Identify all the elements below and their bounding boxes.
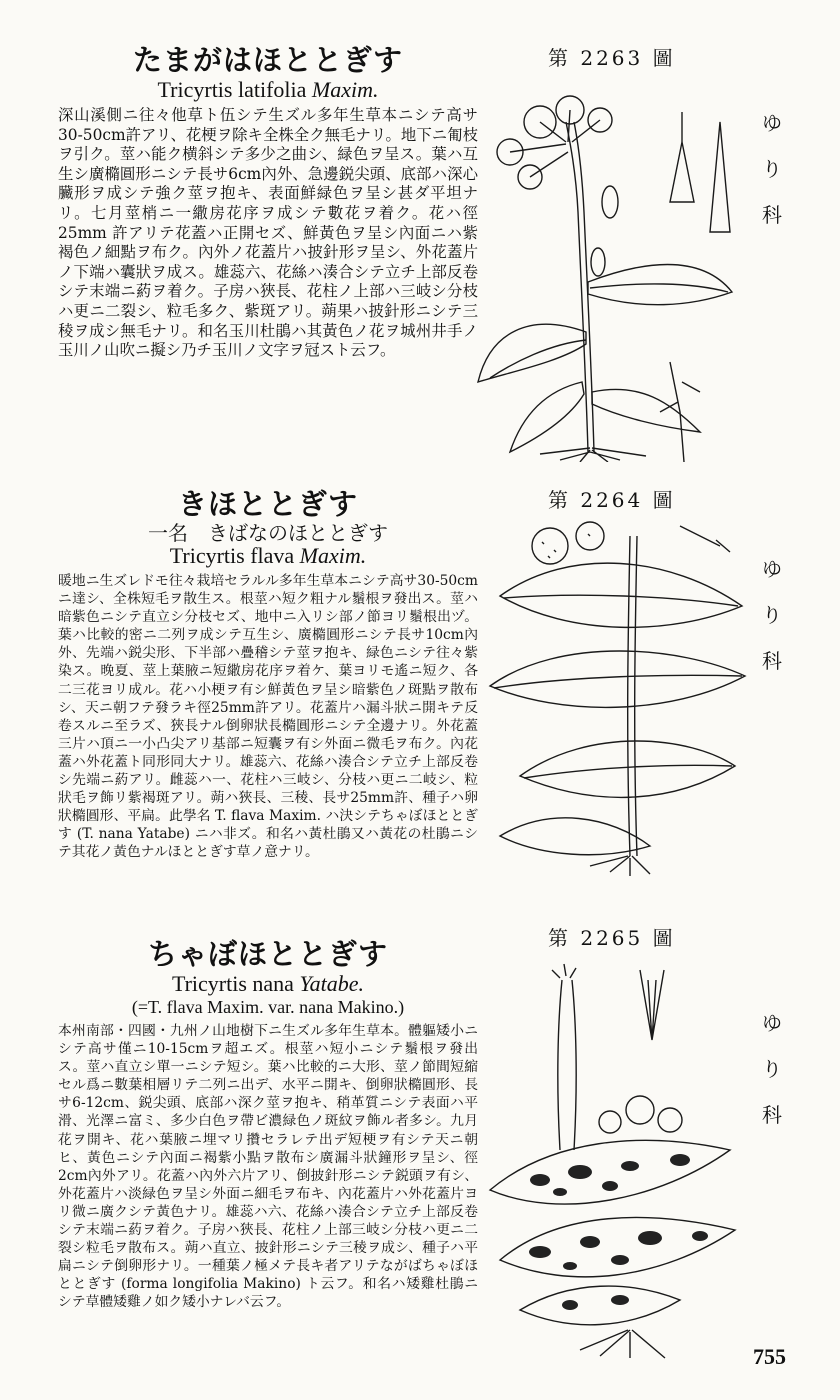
family-char: ゆ	[762, 1011, 782, 1035]
entry-text-column	[58, 936, 478, 1312]
botanical-illustration-tricyrtis-nana	[480, 960, 750, 1360]
latin-author: Maxim.	[299, 543, 367, 568]
alternative-name: 一名 きばなのほととぎす	[148, 521, 388, 545]
scientific-name	[58, 78, 478, 102]
entry-2263	[0, 0, 840, 480]
latin-binomial: Tricyrtis flava	[169, 543, 295, 568]
page-number: 755	[753, 1344, 786, 1369]
family-label	[760, 546, 784, 684]
entry-text-column	[58, 486, 478, 862]
latin-binomial: Tricyrtis latifolia	[157, 77, 307, 102]
family-char: ゆ	[762, 111, 782, 135]
figure-number-label: 第 2264 圖	[548, 488, 676, 512]
figure-number-label: 第 2263 圖	[548, 46, 676, 70]
japanese-name-heading: たまがはほととぎす	[132, 43, 403, 77]
scientific-name	[58, 544, 478, 568]
family-char: ゆ	[762, 557, 782, 581]
entry-2264	[0, 480, 840, 920]
synonym: (=T. flava Maxim. var. nana Makino.)	[131, 997, 405, 1017]
latin-binomial: Tricyrtis nana	[171, 971, 294, 996]
botanical-illustration-tricyrtis-flava	[480, 516, 750, 876]
scientific-name	[58, 972, 478, 996]
latin-author: Yatabe.	[299, 971, 365, 996]
figure-number-label: 第 2265 圖	[548, 926, 676, 950]
family-char: り	[762, 603, 782, 627]
species-description: 暖地ニ生ズレドモ往々栽培セラルル多年生草本ニシテ高サ30-50cmニ達シ、全株短毛ヲ散生ス。根莖ハ短ク粗ナル鬚根ヲ發出ス。莖ハ暗紫色ニシテ直立シ分枝セズ、地中ニ入リシ部ノ節ヨリ鬚根出ヅ。葉ハ比較的密ニ二列ヲ成シテ互生シ、廣橢圓形ニシテ長サ10cm內外、先端ハ鋭尖形、下半部ハ疊稽シテ莖ヲ抱キ、緑色ニシテ往々紫染ス。晚夏、莖上葉腋ニ短繖房花序ヲ着ケ、葉ヨリモ遙ニ短ク、各二三花ヨリ成ル。花ハ小梗ヲ有シ鮮黃色ヲ呈シ暗紫色ノ斑點ヲ散布シ、天ニ朝フテ發ラキ徑25mm許アリ。花蓋片ハ漏斗狀ニ開キテ反卷スルニ至ラズ、狹長ナル倒卵狀長橢圓形ニシテ全邊ナリ。外花蓋三片ハ頂ニ一小凸尖アリ基部ニ短囊ヲ有シ外面ニ微毛ヲ布ク。內花蓋ハ外花蓋ト同形同大ナリ。雄蕊六、花絲ハ湊合シテ立チ上部反卷シ先端ニ葯アリ。雌蕊ハ一、花柱ハ三岐シ、分枝ハ更ニ二岐シ、粒狀毛ヲ飾リ紫褐斑アリ。蒴ハ狹長、三稜、長サ25mm許、種子ハ卵狀橢圓形、平扁。此學名 T. flava Maxim. ハ決シテちゃぼほととぎす (T. nana Yatabe) ニハ非ズ。和名ハ黃杜鵑又ハ黃花の杜鵑ニシテ其花ノ黃色ナルほととぎす草ノ意ナリ。	[58, 573, 478, 861]
species-description: 本州南部・四國・九州ノ山地樹下ニ生ズル多年生草本。體軀矮小ニシテ高サ僅ニ10-15cmヲ超エズ。根莖ハ短小ニシテ鬚根ヲ發出ス。莖ハ直立シ單一ニシテ短シ。葉ハ比較的ニ大形、莖ノ節間短縮セル爲ニ數葉相層リテ二列ニ出デ、水平ニ開キ、倒卵狀橢圓形、長サ6-12cm、鋭尖頭、底部ハ深ク莖ヲ抱キ、稍革質ニシテ表面ハ平滑、光澤ニ富ミ、多少白色ヲ帶ビ濃緑色ノ斑紋ヲ飾ル者多シ。九月花ヲ開キ、花ハ葉腋ニ埋マリ攢セラレテ出デ短梗ヲ有シテ天ニ朝ヒ、黃色ニシテ內面ニ褐紫小點ヲ散布シ廣漏斗狀鐘形ヲ呈シ、徑2cm內外アリ。花蓋ハ內外六片アリ、倒披針形ニシテ鋭頭ヲ有シ、外花蓋片ハ淡緑色ヲ呈シ外面ニ細毛ヲ布キ、內花蓋片ハ外花蓋片ヨリ微ニ廣クシテ黃色ナリ。雄蕊ハ六、花絲ハ湊合シテ立チ上部反卷シテ末端ニ葯ヲ着ク。子房ハ狹長、花柱ノ上部三岐シ分枝ハ更ニ二裂シ粒毛ヲ散布ス。蒴ハ直立、披針形ニシテ三稜ヲ成シ、種子ハ平扁ニシテ倒卵形ナリ。一種葉ノ極メテ長キ者アリテながばちゃぼほととぎす (forma longifolia Makino) ト云フ。和名ハ矮雞杜鵑ニシテ草體矮雞ノ如ク矮小ナレバ云フ。	[58, 1023, 478, 1311]
japanese-name-heading: ちゃぼほととぎす	[147, 937, 388, 971]
family-label	[760, 100, 784, 238]
entry-2265	[0, 920, 840, 1400]
family-char: 科	[762, 649, 782, 673]
entry-text-column	[58, 42, 478, 361]
family-char: り	[762, 1057, 782, 1081]
japanese-name-heading: きほととぎす	[177, 487, 358, 521]
family-char: 科	[762, 203, 782, 227]
species-description: 深山溪側ニ往々他草ト伍シテ生ズル多年生草本ニシテ高サ30-50cm許アリ、花梗ヲ除キ全株全ク無毛ナリ。地下ニ匍枝ヲ引ク。莖ハ能ク横斜シテ多少之曲シ、緑色ヲ呈ス。葉ハ互生シ廣橢圓形ニシテ長サ6cm內外、急邊鋭尖頭、底部ハ深心臟形ヲ成シテ強ク莖ヲ抱キ、表面鮮緑色ヲ呈シ甚ダ平坦ナリ。七月莖梢ニ一繖房花序ヲ成シテ數花ヲ着ク。花ハ徑25mm 許アリテ花蓋ハ正開セズ、鮮黃色ヲ呈シ內面ニハ紫褐色ノ細點ヲ布ク。內外ノ花蓋片ハ披針形ヲ呈シ、外花蓋片ノ下端ハ囊狀ヲ成ス。雄蕊六、花絲ハ湊合シテ立チ上部反卷シテ末端ニ葯ヲ着ク。子房ハ狹長、花柱ノ上部ハ三岐シ分枝ハ更ニ二裂シ、粒毛多ク、紫斑アリ。蒴果ハ披針形ニシテ三稜ヲ成シ無毛ナリ。和名玉川杜鵑ハ其黃色ノ花ヲ城州井手ノ玉川ノ山吹ニ擬シ乃チ玉川ノ文字ヲ冠スト云フ。	[58, 106, 478, 360]
botanical-illustration-tricyrtis-latifolia	[470, 82, 750, 462]
family-label	[760, 1000, 784, 1138]
family-char: り	[762, 157, 782, 181]
latin-author: Maxim.	[311, 77, 379, 102]
family-char: 科	[762, 1103, 782, 1127]
